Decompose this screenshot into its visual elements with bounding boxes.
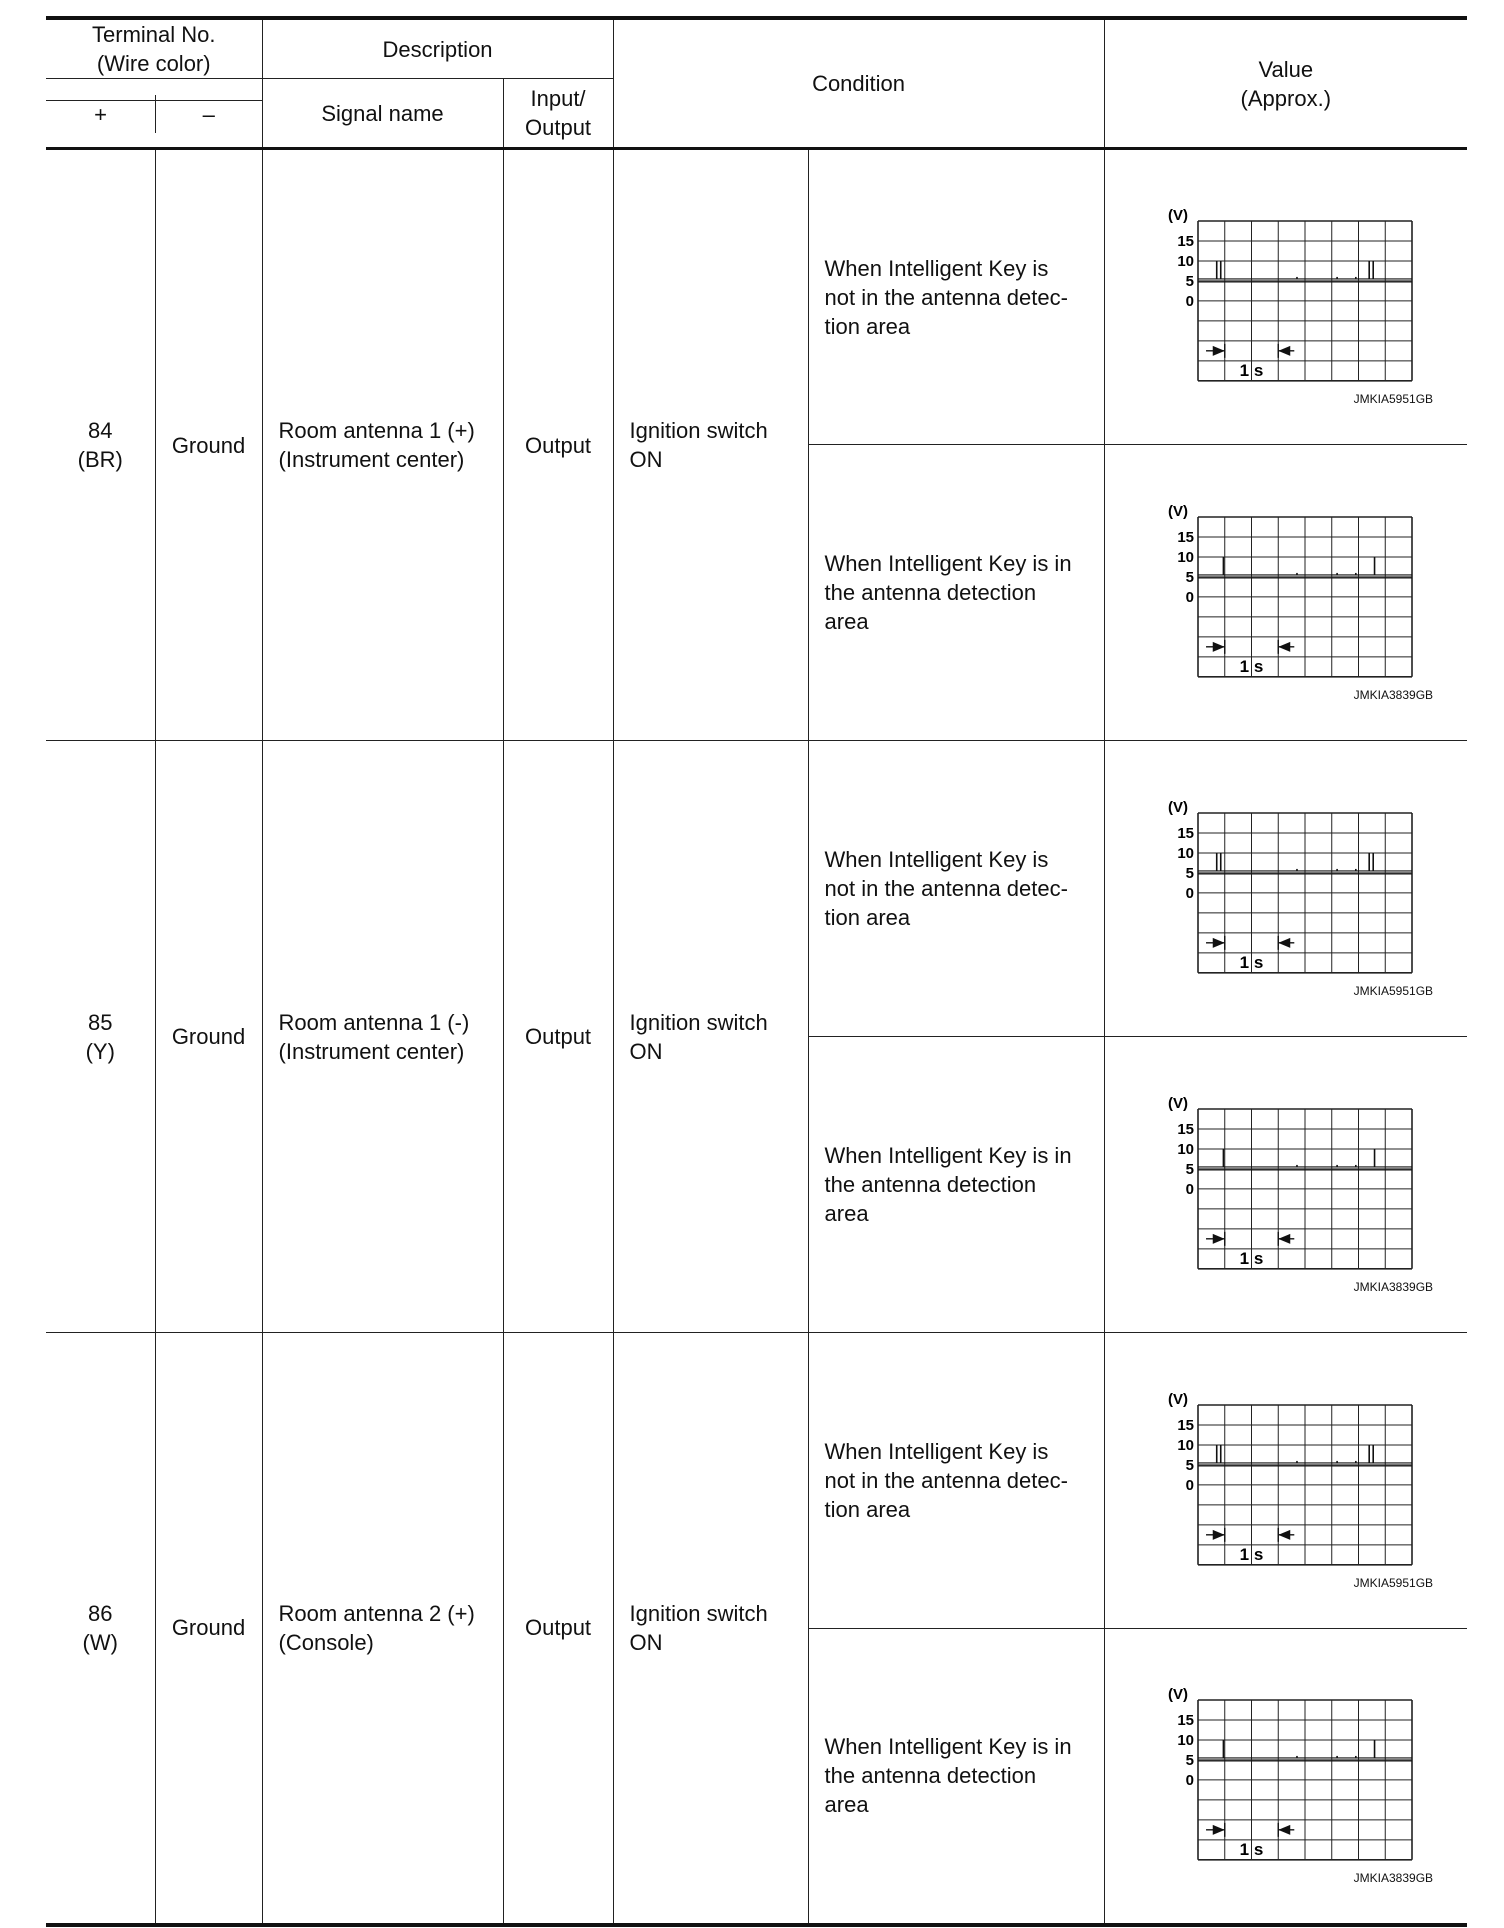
key-condition [808, 1333, 1104, 1629]
time-marker-arrow [1278, 1529, 1290, 1539]
y-axis-unit-label: (V) [1167, 1390, 1188, 1408]
value-cell [1104, 149, 1467, 445]
time-scale-label: 1 s [1239, 1544, 1264, 1564]
key-condition [808, 149, 1104, 445]
ignition-condition [613, 149, 808, 741]
time-marker-arrow [1213, 1529, 1225, 1539]
condition-line: the antenna detection [824, 1172, 1037, 1197]
signal-name [262, 149, 503, 741]
condition-header: Condition [613, 18, 1104, 149]
minus-label: – [202, 102, 215, 127]
condition-line: area [824, 1201, 869, 1226]
y-tick-label: 5 [1185, 1160, 1194, 1178]
description-header: Description [262, 18, 613, 79]
condition-line: ON [629, 1629, 663, 1655]
time-marker-arrow [1213, 1233, 1225, 1243]
value-cell [1104, 445, 1467, 741]
terminal-minus: Ground [155, 1333, 262, 1925]
value-header [1104, 18, 1467, 149]
wire-color: (BR) [77, 447, 123, 472]
condition-line: tion area [824, 905, 911, 930]
y-tick-label: 5 [1185, 568, 1194, 586]
signal-name [262, 741, 503, 1333]
y-tick-label: 5 [1185, 1456, 1194, 1474]
value-cell [1104, 1629, 1467, 1925]
signal-name-line: (Console) [278, 1629, 374, 1655]
terminal-plus-minus-cell [46, 79, 262, 149]
condition-line: not in the antenna detec- [824, 1468, 1068, 1493]
condition-line: tion area [824, 1497, 911, 1522]
y-tick-label: 0 [1185, 1771, 1194, 1789]
terminal-number: 85 [88, 1009, 113, 1035]
chart-id-label: JMKIA5951GB [1353, 984, 1434, 998]
time-marker-arrow [1278, 641, 1290, 651]
time-marker-arrow [1278, 1233, 1290, 1243]
y-tick-label: 15 [1177, 233, 1194, 251]
value-cell [1104, 1037, 1467, 1333]
y-tick-label: 0 [1185, 1476, 1194, 1494]
y-tick-label: 10 [1177, 1731, 1194, 1749]
y-tick-label: 10 [1177, 1140, 1194, 1158]
condition-line: When Intelligent Key is [824, 847, 1049, 872]
waveform-chart [1156, 207, 1416, 387]
y-tick-label: 0 [1185, 884, 1194, 902]
signal-name-line: Room antenna 2 (+) [278, 1600, 475, 1626]
y-tick-label: 0 [1185, 588, 1194, 606]
value-cell [1104, 1333, 1467, 1629]
waveform-chart [1156, 1391, 1416, 1571]
key-condition [808, 1629, 1104, 1925]
y-tick-label: 5 [1185, 273, 1194, 291]
y-tick-label: 5 [1185, 1751, 1194, 1769]
terminal-plus-85 [46, 741, 155, 1333]
condition-line: When Intelligent Key is [824, 1439, 1049, 1464]
y-tick-label: 10 [1177, 1436, 1194, 1454]
time-marker-arrow [1278, 346, 1290, 356]
y-axis-unit-label: (V) [1167, 502, 1188, 520]
signal-name-line: (Instrument center) [278, 447, 465, 472]
signal-name-header: Signal name [262, 79, 503, 149]
waveform-chart [1156, 503, 1416, 683]
y-tick-label: 15 [1177, 1120, 1194, 1138]
y-axis-unit-label: (V) [1167, 1685, 1188, 1703]
condition-line: When Intelligent Key is in [824, 1734, 1072, 1760]
approx-label: (Approx.) [1240, 85, 1332, 111]
input-output-value: Output [503, 741, 613, 1333]
signal-name-line: Room antenna 1 (+) [278, 418, 475, 443]
y-tick-label: 15 [1177, 528, 1194, 546]
condition-line: ON [629, 1038, 663, 1064]
condition-line: not in the antenna detec- [824, 876, 1068, 901]
y-axis-unit-label: (V) [1167, 207, 1188, 225]
time-scale-label: 1 s [1239, 952, 1264, 972]
time-scale-label: 1 s [1239, 656, 1264, 676]
y-tick-label: 15 [1177, 824, 1194, 842]
signal-name [262, 1333, 503, 1925]
condition-line: area [824, 1792, 869, 1818]
terminal-no-header [46, 18, 262, 79]
input-output-header [503, 79, 613, 149]
condition-line: not in the antenna detec- [824, 284, 1068, 310]
terminal-plus-86 [46, 1333, 155, 1925]
wire-color-label: (Wire color) [96, 51, 211, 76]
y-axis-unit-label: (V) [1167, 798, 1188, 816]
wire-color: (W) [82, 1629, 118, 1655]
condition-line: the antenna detection [824, 1763, 1037, 1789]
condition-line: tion area [824, 313, 911, 339]
time-scale-label: 1 s [1239, 360, 1264, 380]
terminal-number: 84 [88, 418, 113, 443]
time-scale-label: 1 s [1239, 1248, 1264, 1268]
value-cell [1104, 741, 1467, 1037]
terminal-spec-table [46, 16, 1467, 1927]
ignition-condition [613, 741, 808, 1333]
time-scale-label: 1 s [1239, 1839, 1264, 1859]
y-tick-label: 10 [1177, 548, 1194, 566]
wire-color: (Y) [85, 1038, 115, 1064]
y-tick-label: 10 [1177, 844, 1194, 862]
chart-id-label: JMKIA5951GB [1353, 392, 1434, 406]
terminal-plus-84 [46, 149, 155, 741]
condition-line: Ignition switch [629, 1600, 768, 1626]
y-tick-label: 10 [1177, 253, 1194, 271]
chart-id-label: JMKIA3839GB [1353, 1280, 1434, 1294]
time-marker-arrow [1213, 641, 1225, 651]
chart-id-label: JMKIA5951GB [1353, 1576, 1434, 1590]
condition-line: When Intelligent Key is [824, 255, 1049, 281]
signal-name-line: Room antenna 1 (-) [278, 1009, 470, 1035]
key-condition [808, 445, 1104, 741]
chart-id-label: JMKIA3839GB [1353, 688, 1434, 702]
value-label: Value [1258, 56, 1314, 82]
condition-line: When Intelligent Key is in [824, 1143, 1072, 1168]
plus-label: + [94, 102, 107, 127]
condition-line: ON [629, 447, 663, 472]
terminal-no-label: Terminal No. [92, 22, 216, 47]
y-axis-unit-label: (V) [1167, 1094, 1188, 1112]
y-tick-label: 0 [1185, 292, 1194, 310]
condition-line: the antenna detection [824, 580, 1037, 605]
condition-line: Ignition switch [629, 418, 768, 443]
input-output-value: Output [503, 1333, 613, 1925]
y-tick-label: 0 [1185, 1180, 1194, 1198]
time-marker-arrow [1213, 937, 1225, 947]
y-tick-label: 15 [1177, 1416, 1194, 1434]
key-condition [808, 741, 1104, 1037]
waveform-chart [1156, 799, 1416, 979]
output-label: Output [525, 115, 592, 140]
terminal-minus: Ground [155, 149, 262, 741]
terminal-minus: Ground [155, 741, 262, 1333]
time-marker-arrow [1213, 346, 1225, 356]
terminal-number: 86 [88, 1600, 113, 1626]
y-tick-label: 15 [1177, 1711, 1194, 1729]
condition-line: area [824, 609, 869, 634]
time-marker-arrow [1278, 937, 1290, 947]
ignition-condition [613, 1333, 808, 1925]
input-output-value: Output [503, 149, 613, 741]
signal-name-line: (Instrument center) [278, 1038, 465, 1064]
input-label: Input/ [530, 86, 586, 111]
waveform-chart [1156, 1095, 1416, 1275]
time-marker-arrow [1278, 1825, 1290, 1835]
condition-line: When Intelligent Key is in [824, 551, 1072, 576]
waveform-chart [1156, 1686, 1416, 1866]
y-tick-label: 5 [1185, 864, 1194, 882]
chart-id-label: JMKIA3839GB [1353, 1870, 1434, 1885]
key-condition [808, 1037, 1104, 1333]
condition-line: Ignition switch [629, 1009, 768, 1035]
time-marker-arrow [1213, 1825, 1225, 1835]
